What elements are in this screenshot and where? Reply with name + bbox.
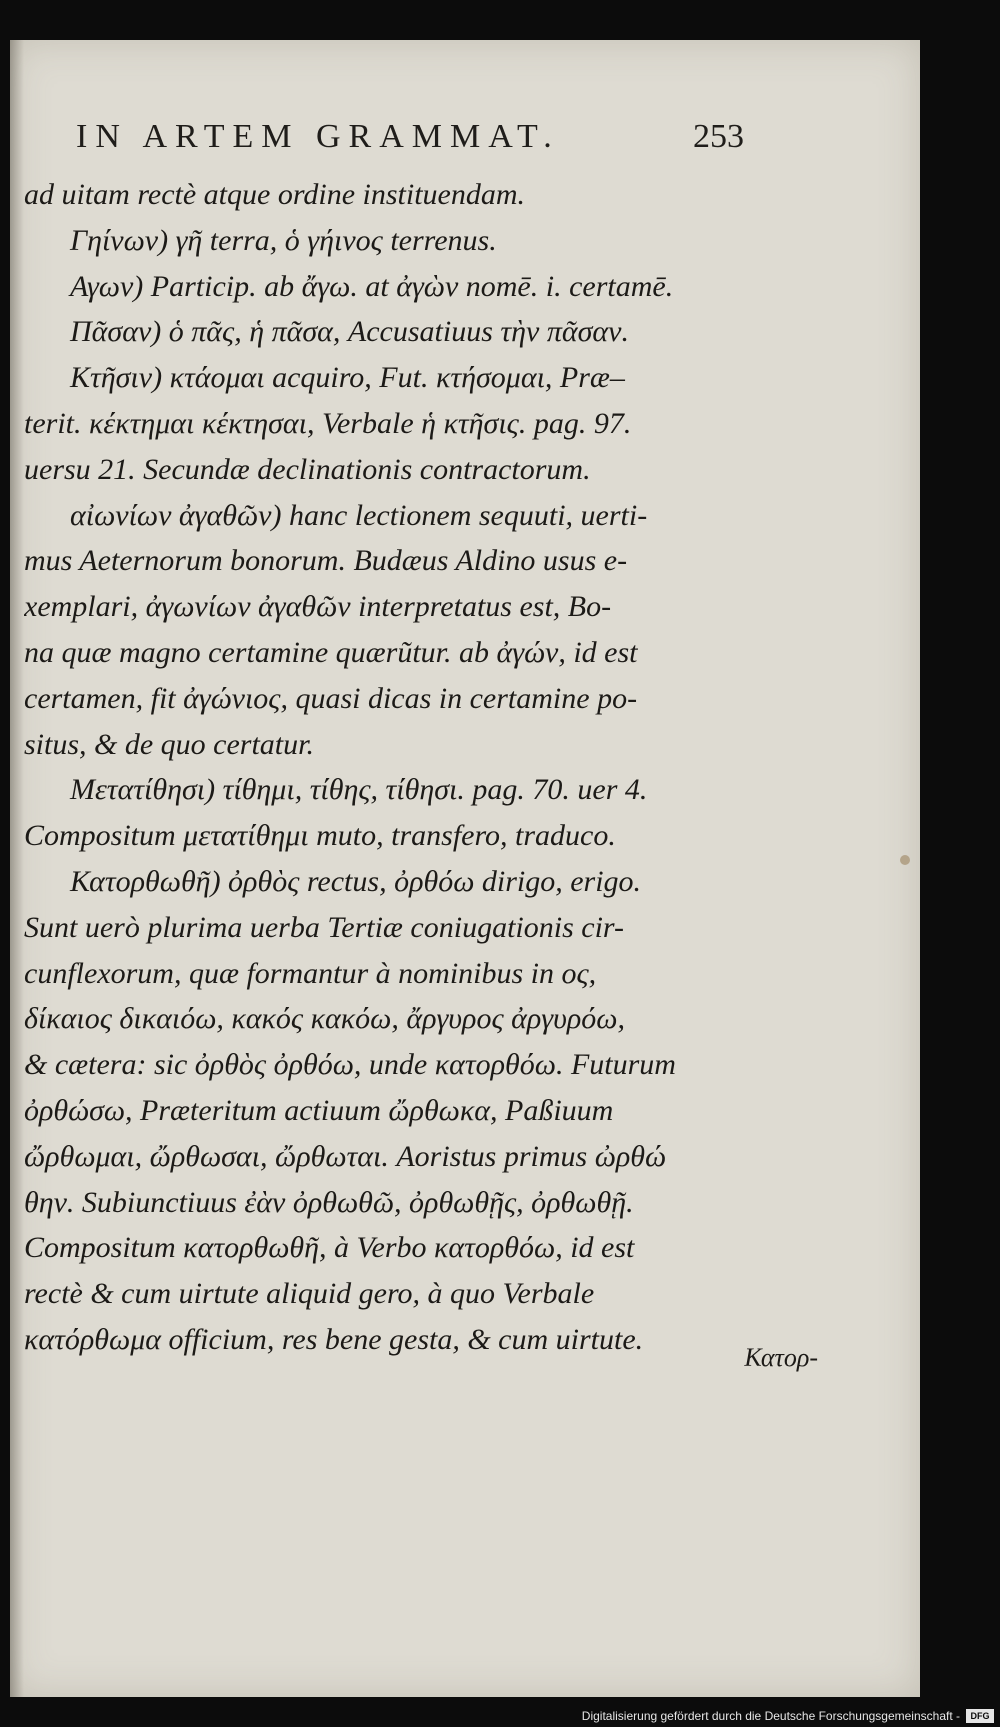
text-line: Compositum μετατίθημι muto, transfero, traduco. <box>24 819 616 853</box>
footer-credit: Digitalisierung gefördert durch die Deutsche Forschungsgemeinschaft - <box>581 1709 960 1723</box>
page-header <box>76 118 744 168</box>
text-line: terit. κέκτημαι κέκτησαι, Verbale ἡ κτῆσις. pag. 97. <box>24 406 632 440</box>
text-line: xemplari, ἀγωνίων ἀγαθῶν interpretatus est, Bo- <box>24 590 612 624</box>
text-line: αἰωνίων ἀγαθῶν) hanc lectionem sequuti, uerti- <box>70 498 648 532</box>
margin-stain <box>900 855 910 865</box>
running-title: IN ARTEM GRAMMAT. <box>76 118 560 155</box>
text-line: Sunt uerò plurima uerba Tertiæ coniugationis cir- <box>24 910 624 944</box>
text-line: na quæ magno certamine quærũtur. ab ἀγών, id est <box>24 635 638 669</box>
text-line: certamen, fit ἀγώνιος, quasi dicas in certamine po- <box>24 681 638 715</box>
page-number: 253 <box>693 118 744 155</box>
text-line: Μετατίθησι) τίθημι, τίθης, τίθησι. pag. 70. uer 4. <box>70 773 648 807</box>
text-line: mus Aeternorum bonorum. Budæus Aldino usus e- <box>24 544 628 578</box>
text-line: Πᾶσαν) ὁ πᾶς, ἡ πᾶσα, Accusatiuus τὴν πᾶσαν. <box>70 315 629 349</box>
footer-bar <box>0 1703 1000 1727</box>
dfg-logo: DFG <box>966 1709 994 1723</box>
text-line: κατόρθωμα officium, res bene gesta, & cum uirtute. <box>24 1322 644 1356</box>
body-text <box>24 172 754 1363</box>
text-line: ad uitam rectè atque ordine instituendam. <box>24 178 526 211</box>
text-line: Αγων) Particip. ab ἄγω. at ἀγὼν nomē. i. certamē. <box>70 269 674 303</box>
text-line: situs, & de quo certatur. <box>24 727 314 761</box>
text-line: ὀρθώσω, Præteritum actiuum ὤρθωκα, Paßiuum <box>24 1093 614 1127</box>
catchword: Κατορ- <box>744 1343 818 1372</box>
text-line: Κτῆσιν) κτάομαι acquiro, Fut. κτήσομαι, Præ– <box>70 361 625 395</box>
gutter-shadow <box>10 40 24 1697</box>
text-line: δίκαιος δικαιόω, κακός κακόω, ἄργυρος ἀργυρόω, <box>24 1002 625 1036</box>
text-line: Compositum κατορθωθῆ, à Verbo κατορθόω, id est <box>24 1231 635 1265</box>
text-line: rectè & cum uirtute aliquid gero, à quo Verbale <box>24 1277 595 1311</box>
text-line: θην. Subiunctiuus ἐὰν ὀρθωθῶ, ὀρθωθῇς, ὀρθωθῇ. <box>24 1185 634 1219</box>
text-line: uersu 21. Secundæ declinationis contractorum. <box>24 452 591 486</box>
text-line: Γηίνων) γῆ terra, ὁ γήινος terrenus. <box>70 223 497 257</box>
text-line: ὤρθωμαι, ὤρθωσαι, ὤρθωται. Aoristus primus ὠρθώ <box>24 1139 666 1173</box>
text-line: Κατορθωθῆ) ὀρθὸς rectus, ὀρθόω dirigo, erigo. <box>70 864 642 898</box>
text-line: & cætera: sic ὀρθὸς ὀρθόω, unde κατορθόω. Futurum <box>24 1048 676 1082</box>
text-line: cunflexorum, quæ formantur à nominibus in ος, <box>24 956 597 990</box>
